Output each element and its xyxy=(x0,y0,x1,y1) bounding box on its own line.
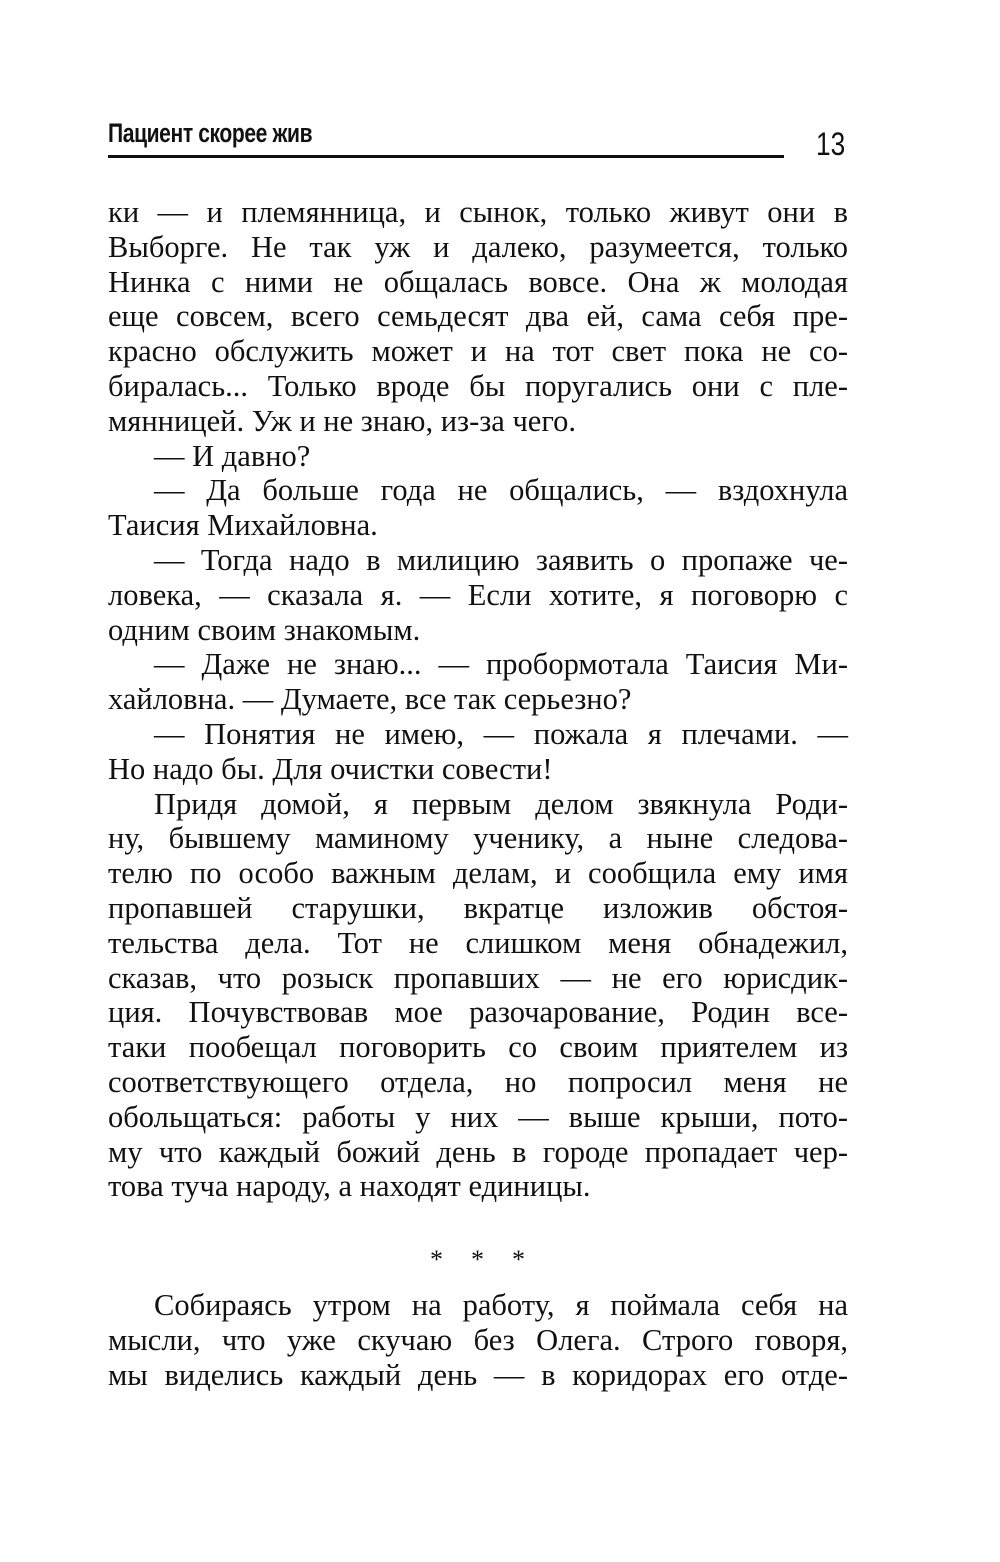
asterisk: * xyxy=(471,1245,484,1274)
text-line: мы виделись каждый день — в коридорах его отде- xyxy=(108,1357,848,1392)
text-line: биралась... Только вроде бы поругались они с пле- xyxy=(108,368,848,403)
text-line: ловека, — сказала я. — Если хотите, я поговорю с xyxy=(108,577,848,612)
header-rule xyxy=(108,155,784,158)
text-line: таки пообещал поговорить со своим приятелем из xyxy=(108,1030,848,1065)
running-title: Пациент скорее жив xyxy=(108,118,313,148)
paragraph-3 xyxy=(108,473,848,543)
text-line: соответствующего отдела, но попросил меня не xyxy=(108,1064,848,1099)
text-line: ция. Почувствовав мое разочарование, Родин все- xyxy=(108,995,848,1030)
paragraph-1 xyxy=(108,195,848,439)
paragraph-2 xyxy=(108,439,848,474)
text-line: — И давно? xyxy=(154,438,311,473)
text-line: — Тогда надо в милицию заявить о пропаже че- xyxy=(154,542,848,577)
text-line: Собираясь утром на работу, я поймала себя на xyxy=(154,1288,848,1322)
text-line: телю по особо важным делам, и сообщила ему имя xyxy=(108,856,848,891)
text-line: — Понятия не имею, — пожала я плечами. — xyxy=(154,716,848,751)
page-number: 13 xyxy=(816,126,846,162)
text-line: обольщаться: работы у них — выше крыши, пото- xyxy=(108,1099,848,1134)
paragraph-5 xyxy=(108,647,848,717)
text-line: пропавшей старушки, вкратце изложив обстоя- xyxy=(108,890,848,925)
text-line: ну, бывшему маминому ученику, а ныне следова- xyxy=(108,821,848,856)
text-line: Но надо бы. Для очистки совести! xyxy=(108,751,553,786)
text-line: Придя домой, я первым делом звякнула Роди- xyxy=(154,786,848,821)
asterisk: * xyxy=(430,1245,443,1274)
asterisk: * xyxy=(512,1245,525,1274)
text-line: мысли, что уже скучаю без Олега. Строго говоря, xyxy=(108,1322,848,1357)
text-line: му что каждый божий день в городе пропадает чер- xyxy=(108,1134,848,1169)
text-line: — Да больше года не общались, — вздохнула xyxy=(154,473,848,508)
text-line: — Даже не знаю... — пробормотала Таисия Ми- xyxy=(154,647,848,682)
text-line: това туча народу, а находят единицы. xyxy=(108,1169,591,1204)
text-line: мянницей. Уж и не знаю, из-за чего. xyxy=(108,403,576,438)
text-line: хайловна. — Думаете, все так серьезно? xyxy=(108,682,632,717)
section-separator xyxy=(430,1245,525,1275)
text-line: сказав, что розыск пропавших — не его юрисдик- xyxy=(108,960,848,995)
text-line: ки — и племянница, и сынок, только живут они в xyxy=(108,195,848,229)
text-line: одним своим знакомым. xyxy=(108,612,421,647)
text-line: Выборге. Не так уж и далеко, разумеется, только xyxy=(108,229,848,264)
section-text xyxy=(108,1288,848,1392)
text-line: еще совсем, всего семьдесят два ей, сама себя пре- xyxy=(108,299,848,334)
text-line: Нинка с ними не общалась вовсе. Она ж молодая xyxy=(108,264,848,299)
paragraph-8 xyxy=(108,1288,848,1392)
paragraph-7 xyxy=(108,787,848,1205)
text-line: тельства дела. Тот не слишком меня обнадежил, xyxy=(108,925,848,960)
paragraph-4 xyxy=(108,543,848,647)
text-line: красно обслужить может и на тот свет пока не со- xyxy=(108,334,848,369)
paragraph-6 xyxy=(108,717,848,787)
main-text xyxy=(108,195,848,1204)
text-line: Таисия Михайловна. xyxy=(108,508,378,543)
